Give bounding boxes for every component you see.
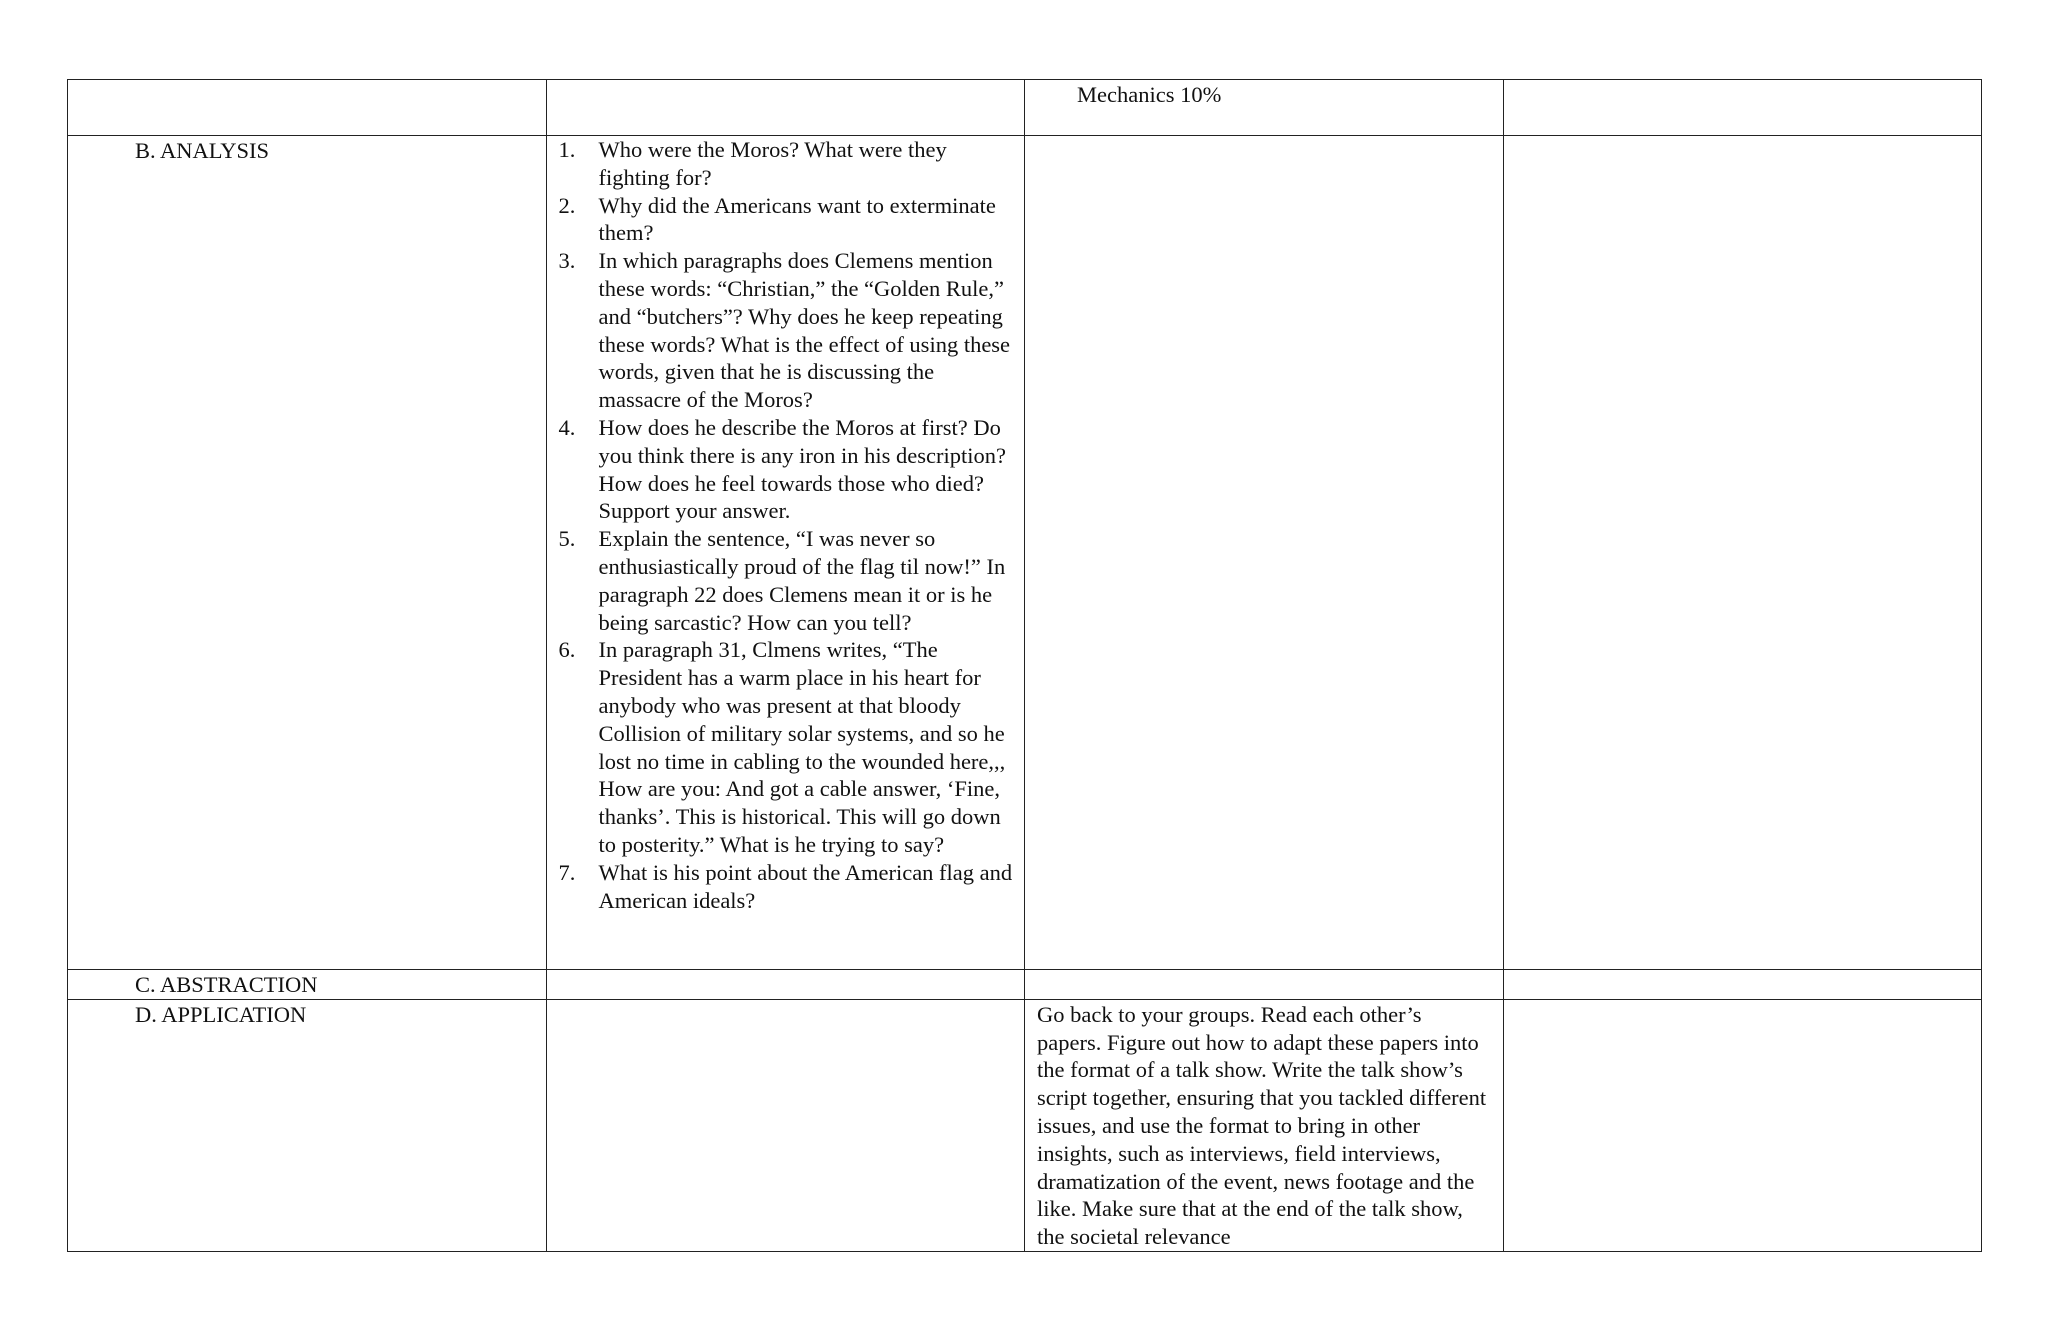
question-number: 1. (558, 137, 576, 162)
question-number: 5. (558, 526, 576, 552)
cell-abstraction-col2 (546, 970, 1025, 1000)
cell-analysis-col4 (1503, 136, 1982, 970)
analysis-label: B. ANALYSIS (135, 138, 270, 163)
list-item (547, 525, 1025, 636)
question-text: Explain the sentence, “I was never so enthusiastically proud of the flag til now!” In paragraph 22 does Clemens mean it or is he being sarcastic? How can you tell? (598, 526, 1006, 635)
abstraction-label: C. ABSTRACTION (135, 972, 318, 997)
list-item (547, 247, 1025, 414)
list-item (547, 192, 1025, 248)
question-number: 4. (558, 414, 576, 440)
table-row-application (68, 999, 1982, 1251)
list-item (547, 859, 1025, 915)
question-number: 7. (558, 859, 576, 885)
question-text: Why did the Americans want to exterminate them? (598, 192, 996, 246)
list-item (547, 136, 1025, 192)
question-number: 3. (558, 248, 576, 274)
cell-abstraction-col3 (1025, 970, 1504, 1000)
lesson-plan-table (67, 79, 1982, 1252)
table-row-abstraction (68, 970, 1982, 1000)
cell-analysis-questions (546, 136, 1025, 970)
cell-top-col2 (546, 80, 1025, 136)
cell-application-col2 (546, 999, 1025, 1251)
question-text: In which paragraphs does Clemens mention these words: “Christian,” the “Golden Rule,” and “butchers”? Why does he keep repeating these words? What is the effect of using these words, given that he is discussing the massacre of the Moros? (598, 248, 1011, 413)
mechanics-criterion: Mechanics 10% (1077, 82, 1222, 107)
application-label: D. APPLICATION (135, 1001, 307, 1027)
cell-application-col4 (1503, 999, 1982, 1251)
cell-application-label (68, 999, 547, 1251)
cell-application-activity (1025, 999, 1504, 1251)
analysis-question-list (547, 136, 1025, 914)
question-text: What is his point about the American flag and American ideals? (598, 859, 1013, 913)
cell-top-col1 (68, 80, 547, 136)
table-row-top (68, 80, 1982, 136)
cell-top-col4 (1503, 80, 1982, 136)
cell-abstraction-col4 (1503, 970, 1982, 1000)
cell-abstraction-label (68, 970, 547, 1000)
list-item (547, 414, 1025, 525)
question-number: 6. (558, 637, 576, 663)
application-activity-text: Go back to your groups. Read each other’s papers. Figure out how to adapt these papers into the format of a talk show. Write the talk show’s script together, ensuring that you tackled different issues, and use the format to bring in other insights, such as interviews, field interviews, dramatization of the event, news footage and the like. Make sure that at the end of the talk show, the societal relevance (1037, 1001, 1487, 1250)
question-text: In paragraph 31, Clmens writes, “The President has a warm place in his heart for anybody who was present at that bloody Collision of military solar systems, and so he lost no time in cabling to the wounded here,,, How are you: And got a cable answer, ‘Fine, thanks’. This is historical. This will go down to posterity.” What is he trying to say? (598, 637, 1006, 857)
question-text: Who were the Moros? What were they fighting for? (598, 137, 947, 190)
cell-analysis-col3 (1025, 136, 1504, 970)
cell-top-col3 (1025, 80, 1504, 136)
table-row-analysis (68, 136, 1982, 970)
list-item (547, 636, 1025, 858)
question-text: How does he describe the Moros at first? Do you think there is any iron in his description? How does he feel towards those who died? Support your answer. (598, 414, 1006, 524)
question-number: 2. (558, 192, 576, 218)
cell-analysis-label (68, 136, 547, 970)
